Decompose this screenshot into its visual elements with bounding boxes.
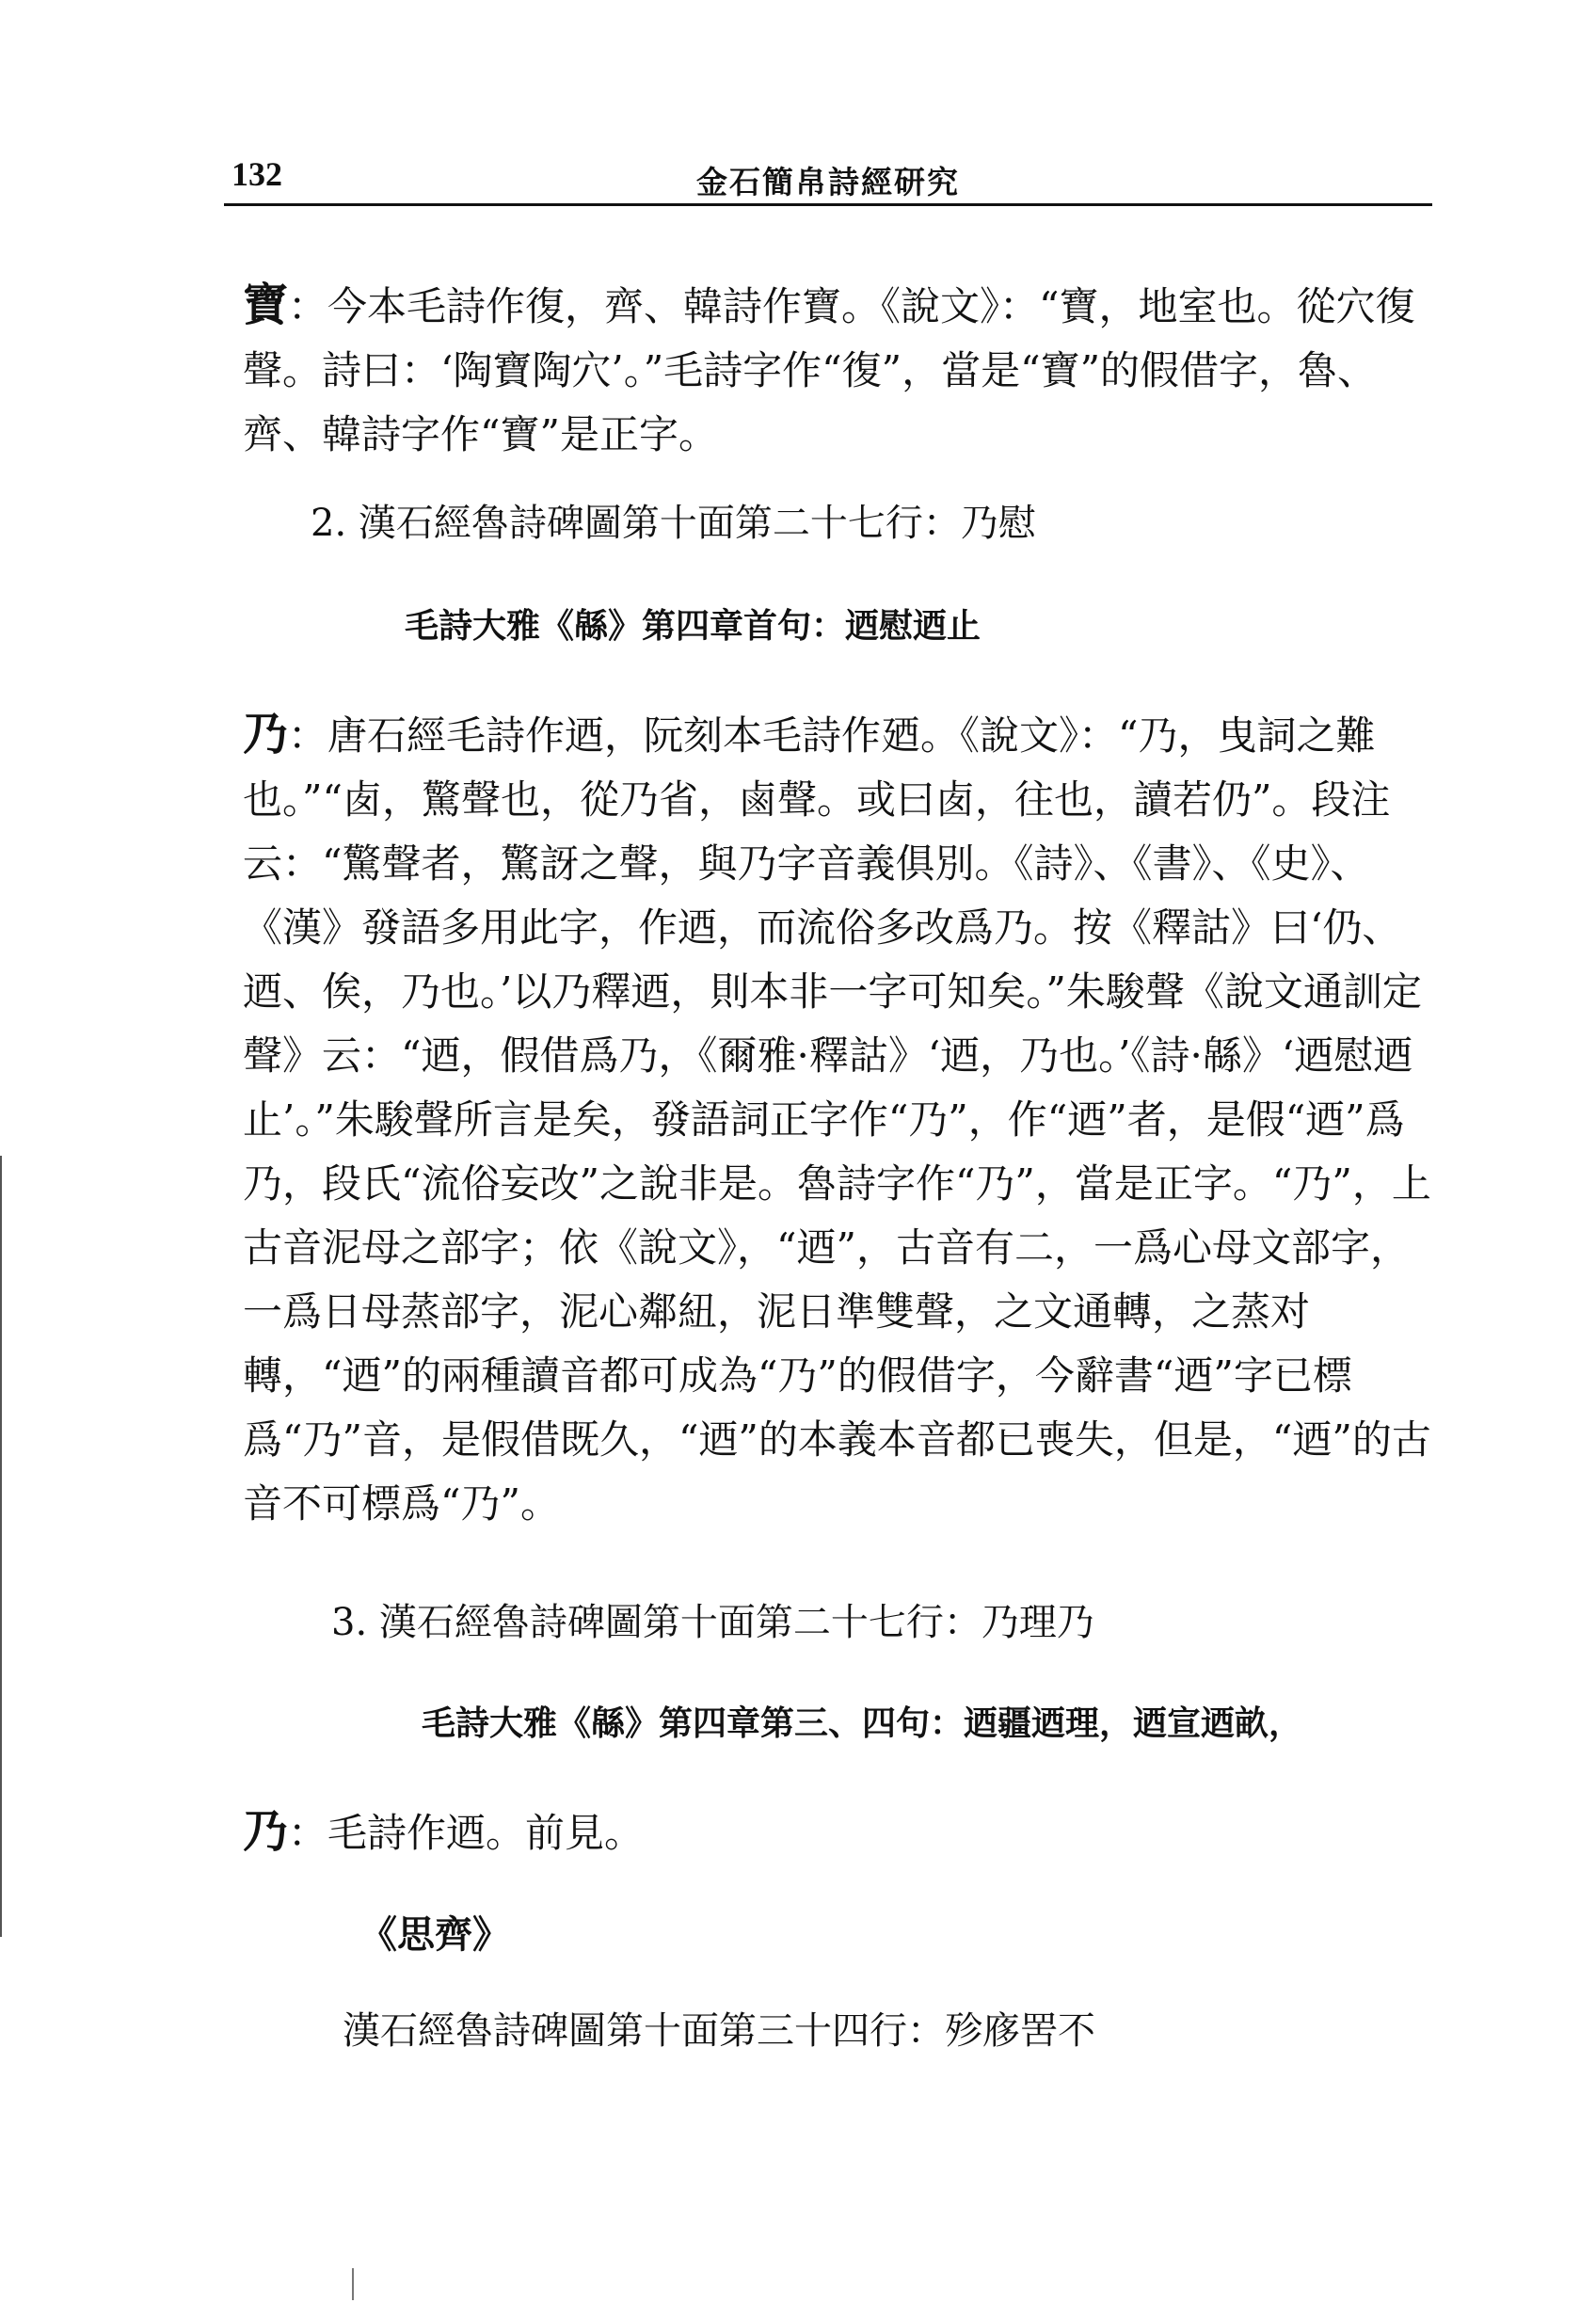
paragraph-text: ：今本毛詩作復，齊、韓詩作寶。《說文》：“寶，地室也。從穴復聲。詩曰：‘陶寶陶穴’。”毛詩字作“復”，當是“寶”的假借字，魯、齊、韓詩字作“寶”是正字。 [243,283,1415,457]
paragraph-text: ：唐石經毛詩作迺，阮刻本毛詩作廼。《說文》：“乃，曳詞之難也。”“𠧧，驚聲也，從乃省，鹵聲。或曰𠧧，往也，讀若仍”。段注云：“驚聲者，驚訝之聲，與乃字音義俱別。《詩》、《書》、《史》、《漢》發語多用此字，作迺，而流俗多改爲乃。按《釋詁》曰‘仍、迺、俟，乃也。’以乃釋迺，則本非一字可知矣。”朱駿聲《說文通訓定聲》云：“迺，假借爲乃，《爾雅·釋詁》‘迺，乃也。’《詩·緜》‘迺慰迺止’。”朱駿聲所言是矣，發語詞正字作“乃”，作“迺”者，是假“迺”爲乃，段氏“流俗妄改”之說非是。魯詩字作“乃”，當是正字。“乃”，上古音泥母之部字；依《說文》，“迺”，古音有二，一爲心母文部字，一爲日母蒸部字，泥心鄰紐，泥日準雙聲，之文通轉，之蒸对轉，“迺”的兩種讀音都可成為“乃”的假借字，今辭書“迺”字已標爲“乃”音，是假借既久，“迺”的本義本音都已喪失，但是，“迺”的古音不可標爲“乃”。 [243,712,1431,1527]
item-3-title: 3. 漢石經魯詩碑圖第十面第二十七行：乃理乃 [331,1601,1094,1644]
section-heading: 《思齊》 [359,1912,510,1957]
item-2-quote: 毛詩大雅《緜》第四章首句：迺慰迺止 [405,606,982,646]
page-number: 132 [231,155,282,193]
paragraph-fu [243,273,1438,467]
term-headword: 寶 [243,279,289,331]
scan-tick-mark [352,2268,354,2300]
scan-margin-line [0,1156,2,1937]
paragraph-nai [243,702,1438,1536]
term-headword: 乃 [243,1805,289,1858]
term-headword: 乃 [243,708,289,760]
item-2-title: 2. 漢石經魯詩碑圖第十面第二十七行：乃慰 [311,502,1036,545]
running-title: 金石簡帛詩經研究 [696,164,960,200]
item-3-quote: 毛詩大雅《緜》第四章第三、四句：迺疆迺理，迺宣迺畝， [422,1703,1303,1743]
section-line: 漢石經魯詩碑圖第十面第三十四行：殄㢋罟不 [343,2009,1095,2053]
page-header [224,149,1432,206]
paragraph-nai-2 [243,1799,1438,1865]
paragraph-text: ：毛詩作迺。前見。 [288,1810,645,1856]
